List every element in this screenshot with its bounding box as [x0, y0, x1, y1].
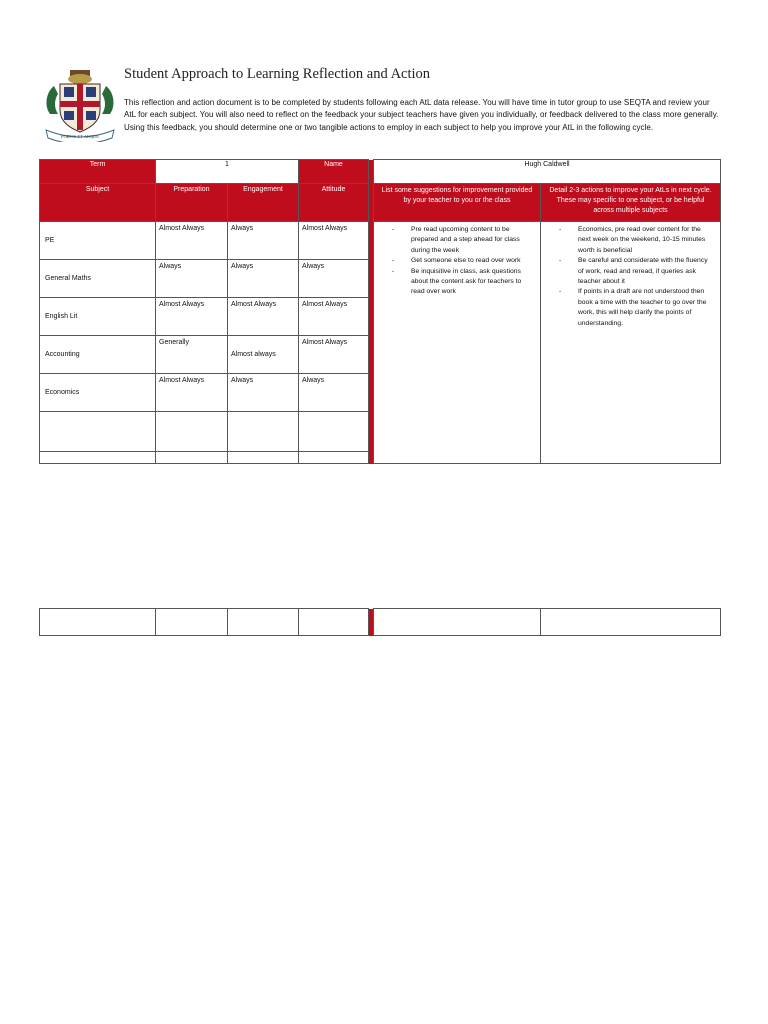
table-row [40, 609, 721, 636]
engagement-cell[interactable]: Almost Always [228, 298, 299, 336]
suggestion-item: - Get someone else to read over work [378, 256, 534, 266]
subject-header: Subject [40, 184, 156, 222]
engagement-cell[interactable]: Almost always [228, 336, 299, 374]
crest-motto: FORTIS ET AEQUE [61, 134, 99, 139]
subject-cell[interactable]: English Lit [40, 298, 156, 336]
preparation-cell[interactable] [156, 609, 228, 636]
preparation-cell[interactable]: Almost Always [156, 374, 228, 412]
preparation-cell[interactable]: Almost Always [156, 298, 228, 336]
suggestions-header: List some suggestions for improvement provided by your teacher to you or the class [374, 184, 541, 222]
subject-cell[interactable] [40, 609, 156, 636]
attitude-cell[interactable] [299, 609, 369, 636]
name-value[interactable]: Hugh Caldwell [374, 160, 721, 184]
attitude-cell[interactable]: Almost Always [299, 222, 369, 260]
subject-cell[interactable]: General Maths [40, 260, 156, 298]
term-value[interactable]: 1 [156, 160, 299, 184]
continuation-table [39, 608, 721, 636]
suggestions-cell[interactable] [374, 222, 541, 464]
engagement-header: Engagement [228, 184, 299, 222]
preparation-cell[interactable]: Always [156, 260, 228, 298]
subject-cell[interactable]: Accounting [40, 336, 156, 374]
preparation-cell[interactable] [156, 412, 228, 452]
actions-header: Detail 2-3 actions to improve your AtLs in next cycle. These may specific to one subject, or be helpful across multiple subjects [541, 184, 721, 222]
attitude-cell[interactable] [299, 412, 369, 452]
actions-cell[interactable] [541, 609, 721, 636]
actions-cell[interactable] [541, 222, 721, 464]
engagement-cell[interactable] [228, 412, 299, 452]
intro-paragraph: This reflection and action document is to be completed by students following each AtL data release. You will have time in tutor group to use SEQTA and review your AtL for each subject. You will also need to reflect on the feedback your subject teachers have given you individually, or feedback delivered to the class more generally. Using this feedback, you should determine one or two tangible actions to employ in each subject to help you improve your AtL in the following cycle. [124, 98, 719, 132]
engagement-cell[interactable] [228, 609, 299, 636]
engagement-cell[interactable]: Always [228, 222, 299, 260]
suggestions-cell[interactable] [374, 609, 541, 636]
atl-reflection-table [39, 159, 721, 464]
school-crest-logo [42, 68, 118, 142]
action-item: - Economics, pre read over content for the next week on the weekend, 10-15 minutes worth is beneficial [545, 225, 714, 256]
engagement-cell[interactable]: Always [228, 374, 299, 412]
subject-cell[interactable] [40, 412, 156, 452]
preparation-cell[interactable]: Generally [156, 336, 228, 374]
engagement-cell[interactable] [228, 452, 299, 464]
action-item: - If points in a draft are not understood then book a time with the teacher to go over the work, this will help clarify the points of understanding. [545, 287, 714, 329]
subject-cell[interactable] [40, 452, 156, 464]
engagement-cell[interactable]: Always [228, 260, 299, 298]
attitude-header: Attitude [299, 184, 369, 222]
name-label: Name [299, 160, 369, 184]
attitude-cell[interactable] [299, 452, 369, 464]
preparation-header: Preparation [156, 184, 228, 222]
attitude-cell[interactable]: Almost Always [299, 336, 369, 374]
action-item: - Be careful and considerate with the fluency of work, read and reread, if queries ask teacher about it [545, 256, 714, 287]
suggestion-item: - Be inquisitive in class, ask questions about the content ask for teachers to read over work [378, 267, 534, 298]
preparation-cell[interactable]: Almost Always [156, 222, 228, 260]
subject-cell[interactable]: PE [40, 222, 156, 260]
attitude-cell[interactable]: Almost Always [299, 298, 369, 336]
subject-cell[interactable]: Economics [40, 374, 156, 412]
term-label: Term [40, 160, 156, 184]
preparation-cell[interactable] [156, 452, 228, 464]
attitude-cell[interactable]: Always [299, 260, 369, 298]
suggestion-item: - Pre read upcoming content to be prepared and a step ahead for class during the week [378, 225, 534, 256]
attitude-cell[interactable]: Always [299, 374, 369, 412]
page-title: Student Approach to Learning Reflection and Action [124, 66, 431, 82]
table-row [40, 222, 721, 260]
